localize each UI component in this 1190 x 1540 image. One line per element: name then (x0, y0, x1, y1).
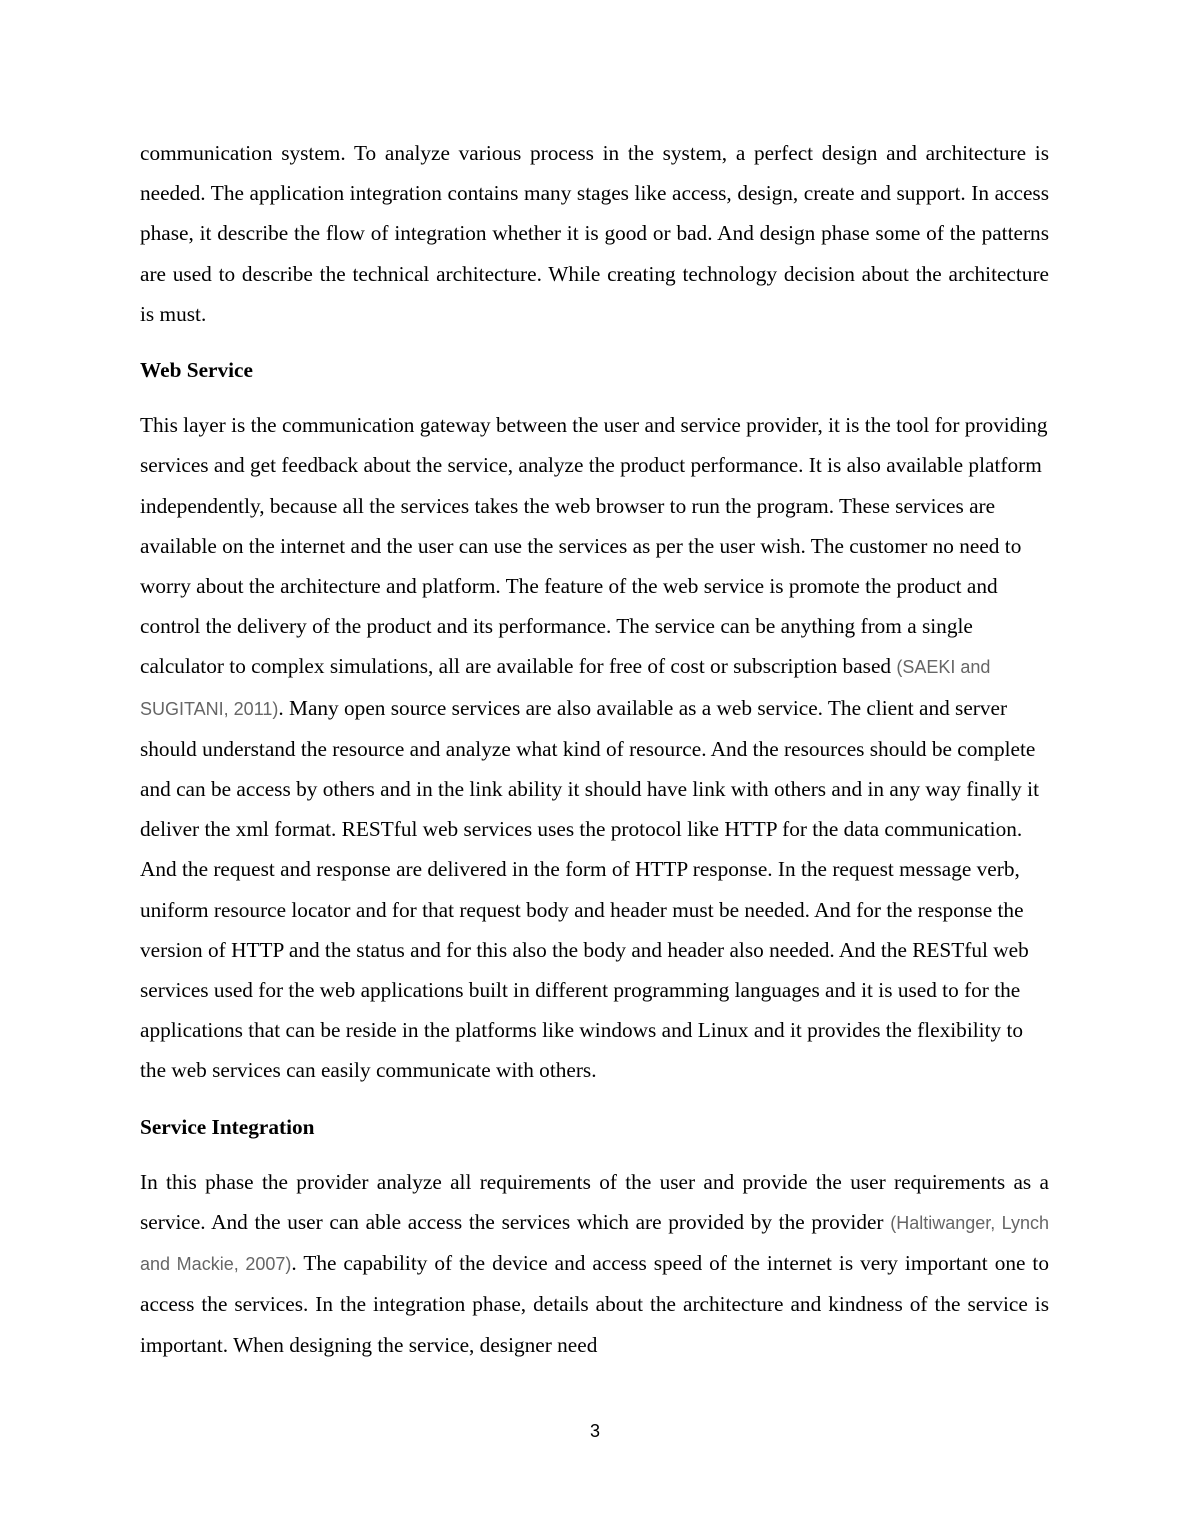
page-number: 3 (589, 1421, 600, 1441)
web-service-paragraph (140, 405, 1049, 1090)
web-service-text-end: . Many open source services are also available as a web service. The client and server should understand the resource and analyze what kind of resource. And the resources should be complete and can be access by others and in the link ability it should have link with others and in any way finally it deliver the xml format. RESTful web services uses the protocol like HTTP for the data communication. And the request and response are delivered in the form of HTTP response. In the request message verb, uniform resource locator and for that request body and header must be needed. And for the response the version of HTTP and the status and for this also the body and header also needed. And the RESTful web services used for the web applications built in different programming languages and it is used to for the applications that can be reside in the platforms like windows and Linux and it provides the flexibility to the web services can easily communicate with others. (140, 695, 1039, 1083)
intro-paragraph: communication system. To analyze various process in the system, a perfect design and architecture is needed. The application integration contains many stages like access, design, create and support. In access phase, it describe the flow of integration whether it is good or bad. And design phase some of the patterns are used to describe the technical architecture. While creating technology decision about the architecture is must. (140, 141, 1049, 326)
web-service-text-start: This layer is the communication gateway between the user and service provider, it is the tool for providing services and get feedback about the service, analyze the product performance. It is also available platform independently, because all the services takes the web browser to run the program. These services are available on the internet and the user can use the services as per the user wish. The customer no need to worry about the architecture and platform. The feature of the web service is promote the product and control the delivery of the product and its performance. The service can be anything from a single calculator to complex simulations, all are available for free of cost or subscription based (140, 413, 1048, 679)
citation-saeki-sugitani: (SAEKI and SUGITANI, 2011) (140, 657, 991, 719)
service-integration-text-start: In this phase the provider analyze all requirements of the user and provide the user requirements as a service. And the user can able access the services which are provided by the provider (140, 1169, 1049, 1235)
service-integration-paragraph (140, 1162, 1049, 1365)
section-heading-service-integration: Service Integration (140, 1114, 315, 1139)
page-body (140, 133, 1049, 1365)
service-integration-text-end: . The capability of the device and access speed of the internet is very important one to access the services. In the integration phase, details about the architecture and kindness of the service is important. When designing the service, designer need (140, 1251, 1049, 1357)
section-heading-web-service: Web Service (140, 358, 253, 383)
citation-haltiwanger-lynch-mackie: (Haltiwanger, Lynch and Mackie, 2007) (140, 1213, 1049, 1275)
